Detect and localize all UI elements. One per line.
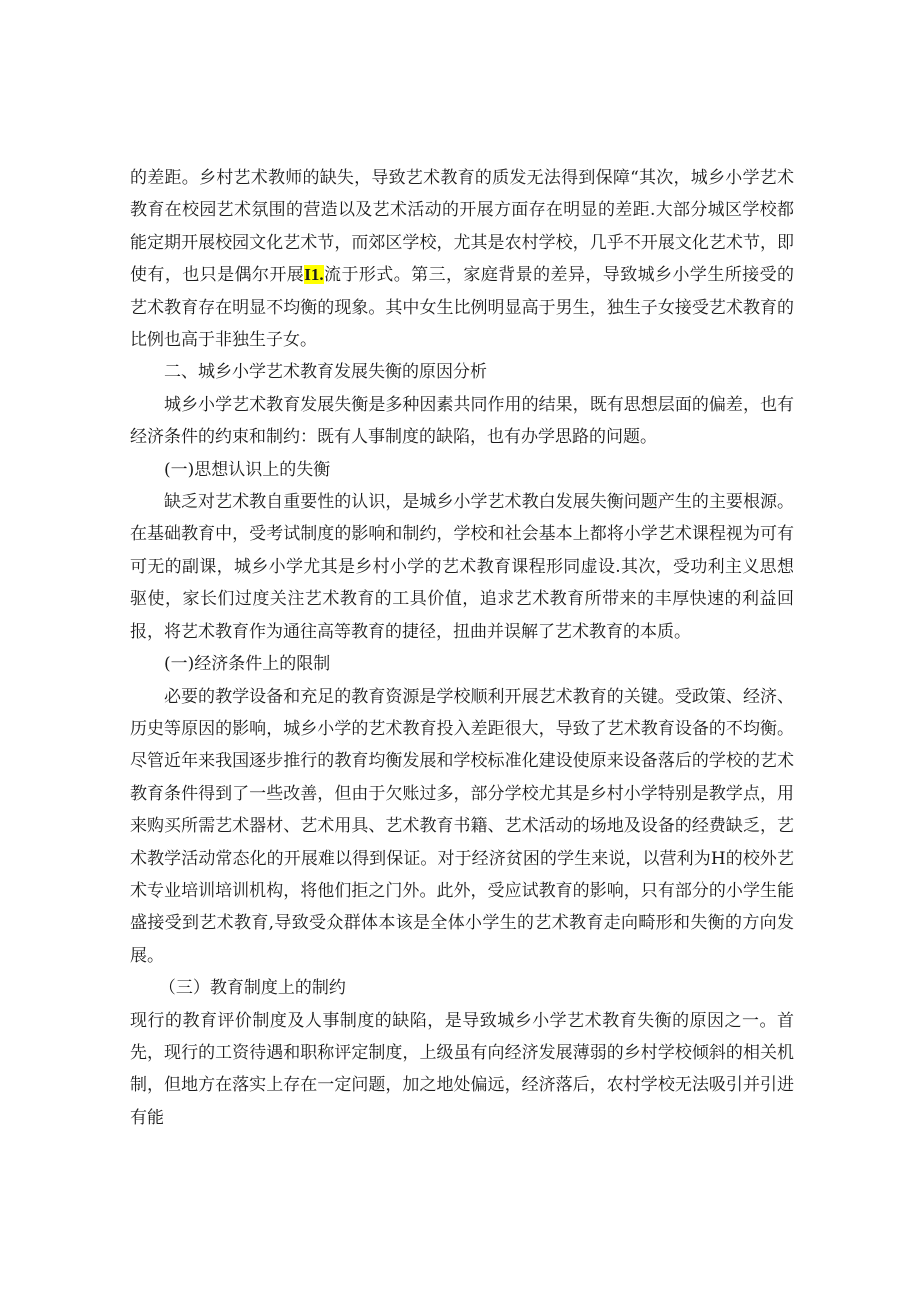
section-heading-causes: 二、城乡小学艺术教育发展失衡的原因分析 (164, 362, 487, 383)
paragraph-text: 流于形式。第三，家庭背景的差异，导致城乡小学生所接受的艺术教育存在明显不均衡的现象。其中女生比例明显高于男生，独生子女接受艺术教育的比例也高于非独生子女。 (130, 265, 795, 351)
paragraph-economy: 必要的教学设备和充足的教育资源是学校顺利开展艺术教育的关键。受政策、经济、历史等原因的影响，城乡小学的艺术教育投入差距很大，导致了艺术教育设备的不均衡。尽管近年来我国逐步推行的教育均衡发展和学校标准化建设使原来设备落后的学校的艺术教育条件得到了一些改善，但由于欠账过多，部分学校尤其是乡村小学特别是教学点，用来购买所需艺术器材、艺术用具、艺术教育书籍、艺术活动的场地及设备的经费缺乏，艺术教学活动常态化的开展难以得到保证。对于经济贫困的学生来说，以营利为H的校外艺术专业培训培训机构，将他们拒之门外。此外，受应试教育的影响，只有部分的小学生能盛接受到艺术教育,导致受众群体本该是全体小学生的艺术教育走向畸形和失衡的方向发展。 (130, 686, 794, 966)
subsection-heading-economy: (一)经济条件上的限制 (164, 654, 331, 675)
highlighted-text: I1. (304, 265, 324, 285)
paragraph-text: 的差距。乡村艺术教师的缺失，导致艺术教育的质发无法得到保障“其次，城乡小学艺术教育在校园艺术氛围的营造以及艺术活动的开展方面存在明显的差距.大部分城区学校都能定期开展校园文化艺术节，而郊区学校，尤其是农村学校，几乎不开展文化艺术节，即使有，也只是偶尔开展 (130, 168, 794, 286)
subsection-heading-ideology: (一)思想认识上的失衡 (164, 459, 331, 480)
paragraph-system: 现行的教育评价制度及人事制度的缺陷，是导致城乡小学艺术教育失衡的原因之一。首先，现行的工资待遇和职称评定制度，上级虽有向经济发展薄弱的乡村学校倾斜的相关机制，但地方在落实上存在一定问题，加之地处偏远，经济落后，农村学校无法吸引并引进有能 (130, 1010, 794, 1128)
subsection-heading-system: （三）教育制度上的制约 (158, 978, 346, 999)
paragraph-ideology: 缺乏对艺术教自重要性的认识，是城乡小学艺术教白发展失衡问题产生的主要根源。在基础教育中，受考试制度的影响和制约，学校和社会基本上都将小学艺术课程视为可有可无的副课，城乡小学尤其是乡村小学的艺术教育课程形同虚设.其次，受功利主义思想驱使，家长们过度关注艺术教育的工具价值，追求艺术教育所带来的丰厚快速的利益回报，将艺术教育作为通往高等教育的捷径，扭曲并误解了艺术教育的本质。 (130, 492, 794, 642)
paragraph-art-gap (130, 162, 794, 356)
paragraph-causes-intro: 城乡小学艺术教育发展失衡是多种因素共同作用的结果，既有思想层面的偏差，也有经济条件的约束和制约：既有人事制度的缺陷，也有办学思路的问题。 (130, 394, 794, 448)
document-page (130, 162, 794, 1134)
